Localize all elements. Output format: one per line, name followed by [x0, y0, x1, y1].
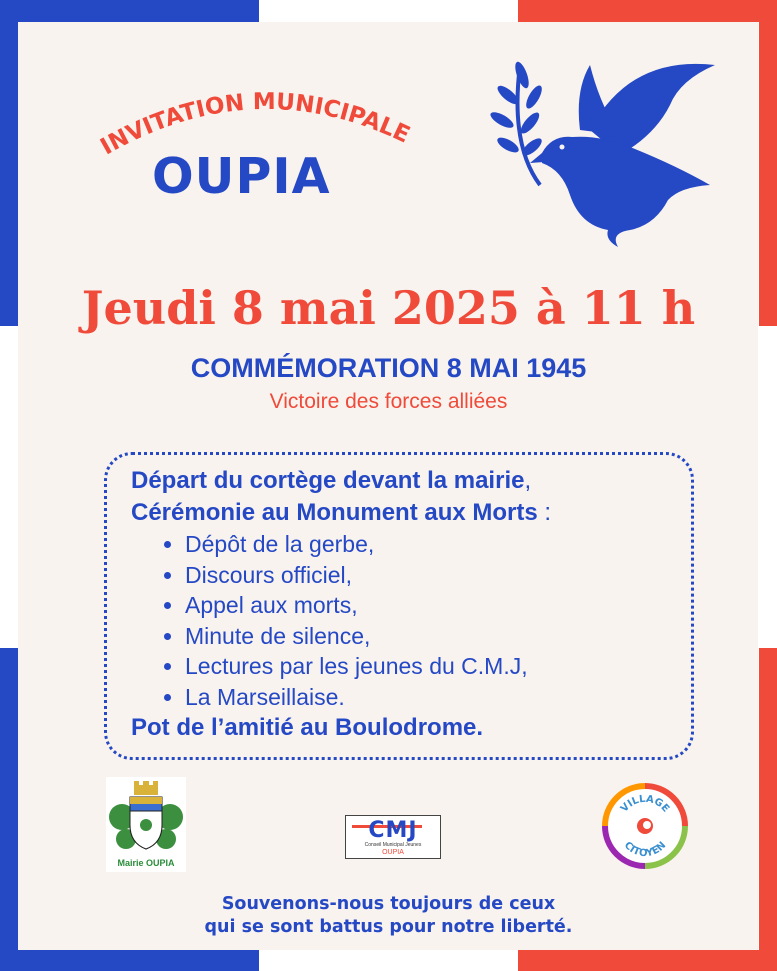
program-list — [131, 529, 691, 712]
village-citoyen-logo — [601, 782, 689, 870]
flag-band-red-right-top — [759, 0, 777, 326]
cmj-logo — [345, 815, 441, 859]
flag-band-red-top — [518, 0, 777, 22]
commemoration-subtitle: Victoire des forces alliées — [269, 390, 508, 413]
program-closing: Pot de l’amitié au Boulodrome. — [131, 714, 484, 741]
invitation-heading-text: INVITATION MUNICIPALE — [96, 88, 414, 161]
ceremony-text: Cérémonie au Monument aux Morts — [131, 499, 538, 526]
flag-band-blue-bottom — [0, 950, 259, 971]
ceremony-tail: : — [537, 499, 552, 526]
list-item: • Discours officiel, — [185, 560, 691, 591]
list-item: • La Marseillaise. — [185, 682, 691, 713]
program-line-departure — [131, 465, 691, 497]
flag-band-red-bottom — [518, 950, 777, 971]
footer-line-2: qui se sont battus pour notre liberté. — [204, 917, 573, 937]
commemoration-title: COMMÉMORATION 8 MAI 1945 — [190, 353, 587, 383]
cmj-title: CMJ — [368, 818, 418, 843]
city-title: OUPIA — [152, 148, 331, 205]
village-top-text: VILLAGE — [618, 793, 672, 815]
flag-band-blue-left-top — [0, 0, 18, 326]
list-item: • Minute de silence, — [185, 621, 691, 652]
footer-line-1: Souvenons-nous toujours de ceux — [221, 894, 556, 914]
departure-text: Départ du cortège devant la mairie — [131, 467, 525, 494]
list-item: • Appel aux morts, — [185, 590, 691, 621]
mairie-logo — [106, 777, 186, 872]
list-item: • Lectures par les jeunes du C.M.J, — [185, 651, 691, 682]
cmj-subtitle: Conseil Municipal Jeunes — [364, 842, 422, 848]
footer-message — [0, 893, 777, 939]
cmj-city: OUPIA — [382, 849, 404, 856]
departure-tail: , — [524, 467, 532, 494]
coat-of-arms-icon — [106, 777, 186, 857]
program-box — [104, 452, 694, 760]
flag-band-blue-top — [0, 0, 259, 22]
list-item: • Dépôt de la gerbe, — [185, 529, 691, 560]
program-line-ceremony — [131, 497, 691, 529]
mairie-caption: Mairie OUPIA — [117, 858, 175, 868]
village-bottom-text: CITOYEN — [621, 839, 669, 860]
event-date: Jeudi 8 mai 2025 à 11 h — [81, 281, 696, 335]
dove-icon — [480, 35, 720, 260]
